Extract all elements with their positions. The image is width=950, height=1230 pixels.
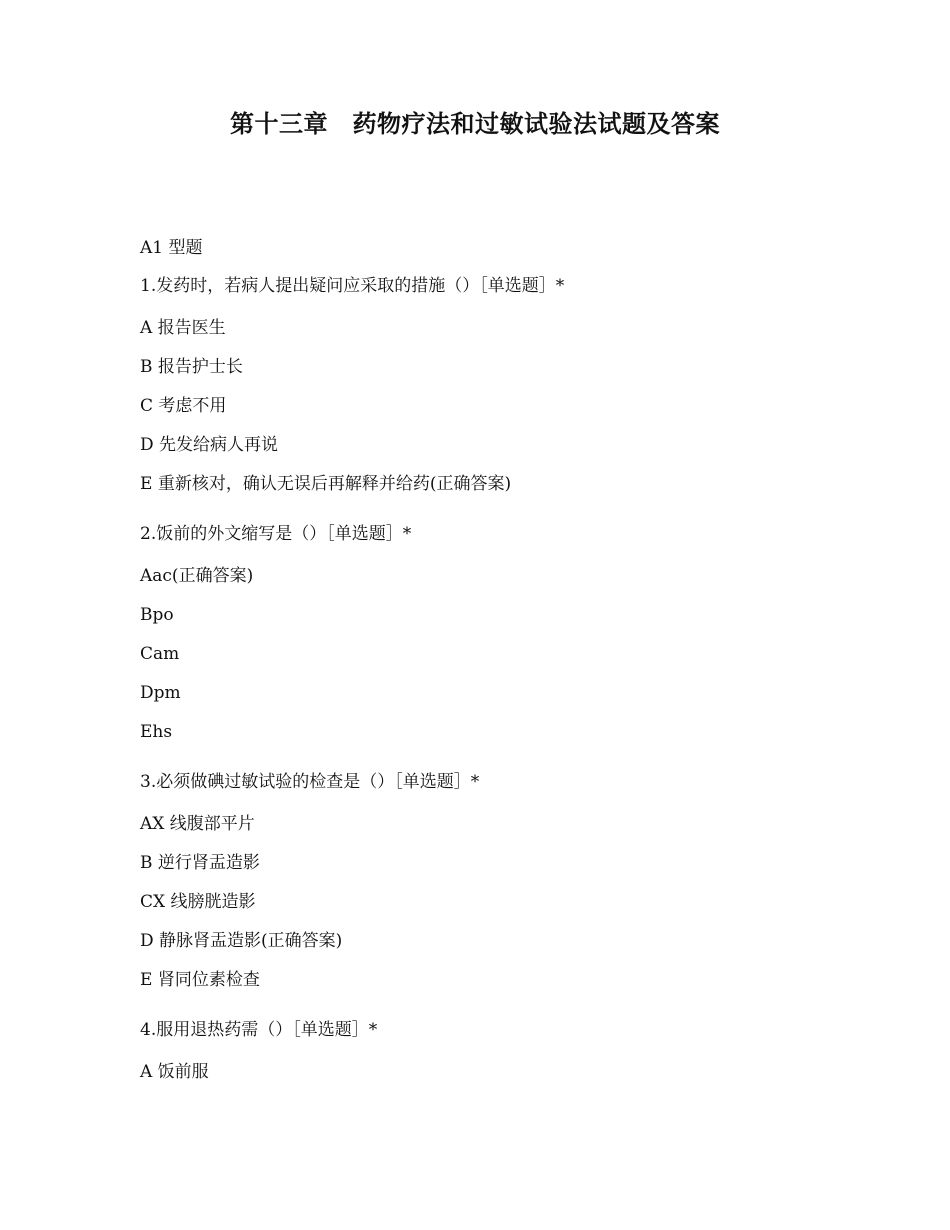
option-d: D 先发给病人再说	[140, 435, 279, 455]
option-e: E 肾同位素检查	[140, 970, 260, 990]
option-b: B 报告护士长	[140, 357, 243, 377]
option-a: AX 线腹部平片	[140, 814, 255, 834]
question-stem: 2.饭前的外文缩写是（）［单选题］*	[140, 524, 412, 544]
question-stem: 4.服用退热药需（）［单选题］*	[140, 1020, 378, 1040]
option-d: Dpm	[140, 683, 181, 703]
option-c: CX 线膀胱造影	[140, 892, 256, 912]
option-a: Aac(正确答案)	[140, 566, 254, 586]
option-b: B 逆行肾盂造影	[140, 853, 260, 873]
section-label: A1 型题	[140, 238, 203, 258]
question-3	[140, 770, 840, 992]
option-d: D 静脉肾盂造影(正确答案)	[140, 931, 343, 951]
option-a: A 饭前服	[140, 1062, 209, 1082]
option-b: Bpo	[140, 605, 174, 625]
document-content	[140, 236, 840, 1110]
question-4	[140, 1018, 840, 1084]
question-stem: 3.必须做碘过敏试验的检查是（）［单选题］*	[140, 772, 480, 792]
question-2	[140, 522, 840, 744]
question-stem: 1.发药时，若病人提出疑问应采取的措施（）［单选题］*	[140, 276, 565, 296]
document-title: 第十三章 药物疗法和过敏试验法试题及答案	[230, 109, 720, 138]
option-a: A 报告医生	[140, 318, 226, 338]
option-c: Cam	[140, 644, 180, 664]
option-e: E 重新核对，确认无误后再解释并给药(正确答案)	[140, 474, 512, 494]
option-e: Ehs	[140, 722, 173, 742]
option-c: C 考虑不用	[140, 396, 227, 416]
question-1	[140, 274, 840, 496]
